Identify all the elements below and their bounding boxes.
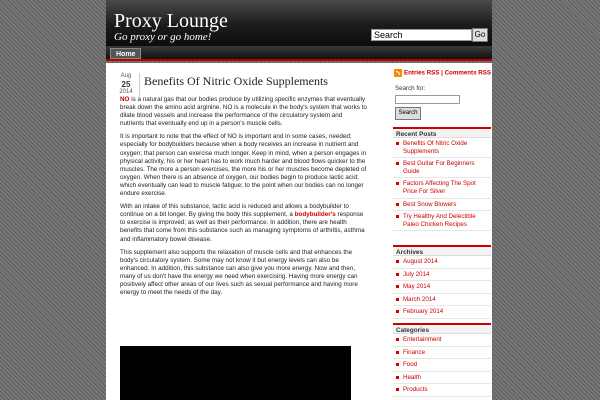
recent-posts-widget [393, 127, 491, 231]
post-title[interactable]: Benefits Of Nitric Oxide Supplements [144, 74, 328, 88]
main-content [106, 63, 492, 400]
archive-item[interactable]: February 2014 [393, 306, 491, 319]
sidebar-search-label: Search for: [395, 85, 426, 92]
site-header [106, 0, 492, 46]
rss-links[interactable] [394, 69, 491, 77]
category-item[interactable]: Finance [393, 347, 491, 360]
post-paragraph: This supplement also supports the relaxation of muscle cells and that enhances the body's circulatory system. Some may not know it but energy levels can also be enhanced. In addition, this substance can also give you more energy. Now and then, many of us don't have the energy we need when exercising. Having more energy can positively affect other areas of our lives such as sexual performance and having more energy to meet the needs of the day. [120, 248, 358, 297]
paragraph-text: response to exercise is improved; as well as their performance. In addition, there are health benefits that come from this substance such as managing symptoms of arthritis, asthma and inflammatory bowel disease. [120, 211, 365, 243]
post-date-month: Aug [120, 73, 132, 79]
widget-title: Recent Posts [393, 127, 491, 138]
sidebar-search-button[interactable]: Search [395, 107, 421, 120]
recent-post-item[interactable]: Benefits Of Nitric Oxide Supplements [393, 138, 491, 158]
post-date [116, 73, 136, 96]
categories-list [393, 334, 491, 397]
post-paragraph [120, 96, 367, 128]
page-wrapper [106, 0, 492, 400]
rss-icon [394, 69, 402, 77]
keyword-link[interactable]: NO [120, 96, 130, 103]
post-paragraph: It is important to note that the effect of NO is important and in some cases, needed; especially for bodybuilders because when a body receives an increase in nutrient and oxygen; that person can exercise much longer. Keep in mind, when a person engages in physical activity, his or her heart has to work much harder and blood flows quicker to the muscles. The more a person exercises, the more his or her muscles become depleted of oxygen. When there is an absence of oxygen, our bodies begin to produce lactic acid; which eventually can lead to muscle fatigue; to the point when our bodies can no longer endure exercise. [120, 133, 367, 198]
archive-item[interactable]: March 2014 [393, 294, 491, 307]
date-divider [139, 73, 140, 97]
categories-widget [393, 323, 491, 397]
rss-text[interactable]: Entries RSS | Comments RSS [404, 69, 492, 77]
site-tagline: Go proxy or go home! [114, 31, 212, 43]
post-date-year: 2014 [119, 89, 133, 95]
archive-item[interactable]: July 2014 [393, 269, 491, 282]
category-item[interactable]: Health [393, 372, 491, 385]
category-item[interactable]: Products [393, 384, 491, 397]
category-item[interactable]: Food [393, 359, 491, 372]
archives-list [393, 256, 491, 319]
recent-posts-list [393, 138, 491, 231]
paragraph-text: is a natural gas that our bodies produce by utilizing specific enzymes that eventually break down the amino acid arginine. NO is a molecule in the body's system that works to dilate blood vessels and increase the performance of the circulatory system and nutrients that eventually end up in a person's muscle cells. [120, 96, 367, 128]
post-paragraph [120, 203, 367, 243]
archives-widget [393, 245, 491, 319]
nav-home-tab[interactable]: Home [110, 48, 141, 59]
widget-title: Categories [393, 323, 491, 334]
header-search-input[interactable] [371, 29, 472, 41]
sidebar-search-input[interactable] [395, 95, 460, 104]
widget-title: Archives [393, 245, 491, 256]
nav-bar [106, 46, 492, 61]
post-date-day: 25 [121, 80, 131, 89]
recent-post-item[interactable]: Best Guitar For Beginners Guide [393, 158, 491, 178]
go-button[interactable]: Go [472, 28, 488, 42]
paragraph-text: With an intake of this substance, lactic acid is reduced and allows a bodybuilder to continue on a bit longer. By giving the body this supplement, a [120, 203, 349, 219]
post-body [120, 96, 367, 302]
bodybuilder-link[interactable]: bodybuilder's [294, 211, 336, 219]
archive-item[interactable]: August 2014 [393, 256, 491, 269]
archive-item[interactable]: May 2014 [393, 281, 491, 294]
recent-post-item[interactable]: Factors Affecting The Spot Price For Silver [393, 178, 491, 198]
recent-post-item[interactable]: Try Healthy And Delectible Paleo Chicken Recipes [393, 211, 491, 231]
embedded-video[interactable] [120, 346, 351, 400]
recent-post-item[interactable]: Best Snow Blowers [393, 199, 491, 212]
site-title[interactable]: Proxy Lounge [114, 10, 228, 32]
category-item[interactable]: Entertainment [393, 334, 491, 347]
